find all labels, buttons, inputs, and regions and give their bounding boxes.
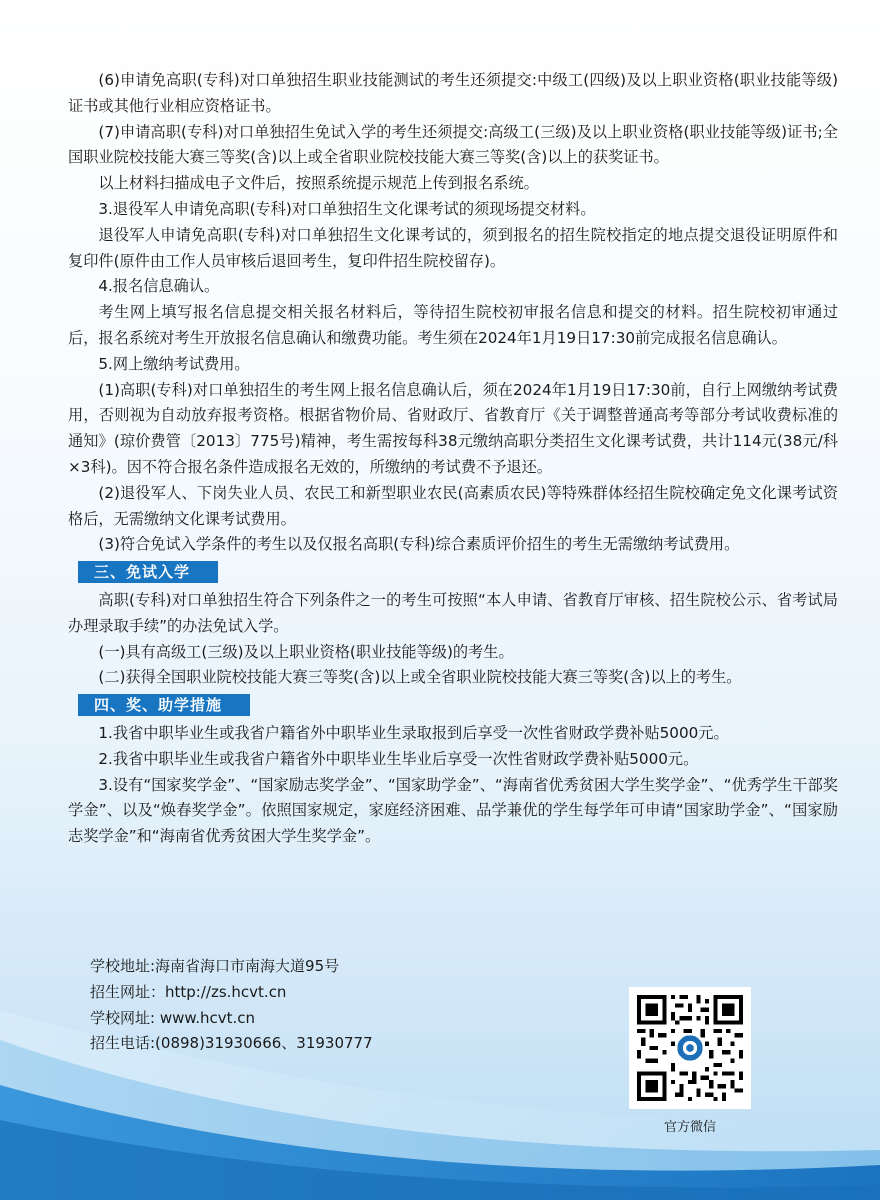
qr-code-icon — [637, 995, 743, 1101]
section-heading-scholarship: 四、奖、助学措施 — [78, 694, 250, 716]
paragraph-fee-2: (2)退役军人、下岗失业人员、农民工和新型职业农民(高素质农民)等特殊群体经招生院校确定免文化课考试资格后，无需缴纳文化课考试费用。 — [68, 483, 838, 528]
paragraph-scholarship-item-1: 1.我省中职毕业生或我省户籍省外中职毕业生录取报到后享受一次性省财政学费补贴5000元。 — [98, 723, 729, 742]
paragraph-scholarship-item-3: 3.设有“国家奖学金”、“国家励志奖学金”、“国家助学金”、“海南省优秀贫困大学生奖学金”、“优秀学生干部奖学金”、以及“焕春奖学金”。依照国家规定，家庭经济困难、品学兼优的学生每学年可申请“国家助学金”、“国家励志奖学金”和“海南省优秀贫困大学生奖学金”。 — [68, 775, 838, 846]
paragraph-confirm-title: 4.报名信息确认。 — [98, 277, 220, 296]
school-website[interactable]: 学校网址: www.hcvt.cn — [90, 1008, 256, 1027]
paragraph-exemption-intro: 高职(专科)对口单独招生符合下列条件之一的考生可按照“本人申请、省教育厅审核、招生院校公示、省考试局办理录取手续”的办法免试入学。 — [68, 590, 838, 635]
paragraph-scholarship-item-2: 2.我省中职毕业生或我省户籍省外中职毕业生毕业后享受一次性省财政学费补贴5000元。 — [98, 749, 699, 768]
paragraph-fee-1: (1)高职(专科)对口单独招生的考生网上报名信息确认后，须在2024年1月19日17:30前，自行上网缴纳考试费用，否则视为自动放弃报考资格。根据省物价局、省财政厅、省教育厅《关于调整普通高考等部分考试收费标准的通知》(琼价费管〔2013〕775号)精神，考生需按每科38元缴纳高职分类招生文化课考试费，共计114元(38元/科×3科)。因不符合报名条件造成报名无效的，所缴纳的考试费不予退还。 — [68, 380, 838, 476]
paragraph-upload-note: 以上材料扫描成电子文件后，按照系统提示规范上传到报名系统。 — [98, 174, 539, 193]
section-heading-exemption: 三、免试入学 — [78, 561, 218, 583]
paragraph-fee-3: (3)符合免试入学条件的考生以及仅报名高职(专科)综合素质评价招生的考生无需缴纳考试费用。 — [98, 535, 740, 554]
qr-code[interactable] — [629, 987, 751, 1109]
paragraph-materials-6: (6)申请免高职(专科)对口单独招生职业技能测试的考生还须提交:中级工(四级)及以上职业资格(职业技能等级)证书或其他行业相应资格证书。 — [68, 71, 838, 115]
document-body — [68, 68, 838, 850]
qr-caption: 官方微信 — [663, 1120, 716, 1135]
school-address: 学校地址:海南省海口市南海大道95号 — [90, 957, 340, 975]
paragraph-confirm-body: 考生网上填写报名信息提交相关报名材料后，等待招生院校初审报名信息和提交的材料。招生院校初审通过后，报名系统对考生开放报名信息确认和缴费功能。考生须在2024年1月19日17:30前完成报名信息确认。 — [68, 303, 838, 347]
admissions-phone: 招生电话:(0898)31930666、31930777 — [90, 1034, 373, 1053]
paragraph-exemption-item-2: (二)获得全国职业院校技能大赛三等奖(含)以上或全省职业院校技能大赛三等奖(含)以上的考生。 — [98, 668, 742, 687]
contact-info — [90, 954, 373, 1057]
paragraph-veteran-title: 3.退役军人申请免高职(专科)对口单独招生文化课考试的须现场提交材料。 — [98, 199, 596, 218]
paragraph-veteran-body: 退役军人申请免高职(专科)对口单独招生文化课考试的，须到报名的招生院校指定的地点提交退役证明原件和复印件(原件由工作人员审核后退回考生，复印件招生院校留存)。 — [68, 225, 838, 270]
admissions-website[interactable]: 招生网址：http://zs.hcvt.cn — [90, 982, 287, 1001]
section-heading-row — [68, 560, 838, 586]
paragraph-fee-title: 5.网上缴纳考试费用。 — [98, 354, 250, 373]
paragraph-exemption-item-1: (一)具有高级工(三级)及以上职业资格(职业技能等级)的考生。 — [98, 642, 514, 661]
section-heading-row — [68, 693, 838, 719]
paragraph-materials-7: (7)申请高职(专科)对口单独招生免试入学的考生还须提交:高级工(三级)及以上职业资格(职业技能等级)证书;全国职业院校技能大赛三等奖(含)以上或全省职业院校技能大赛三等奖(含)以上的获奖证书。 — [68, 122, 838, 167]
